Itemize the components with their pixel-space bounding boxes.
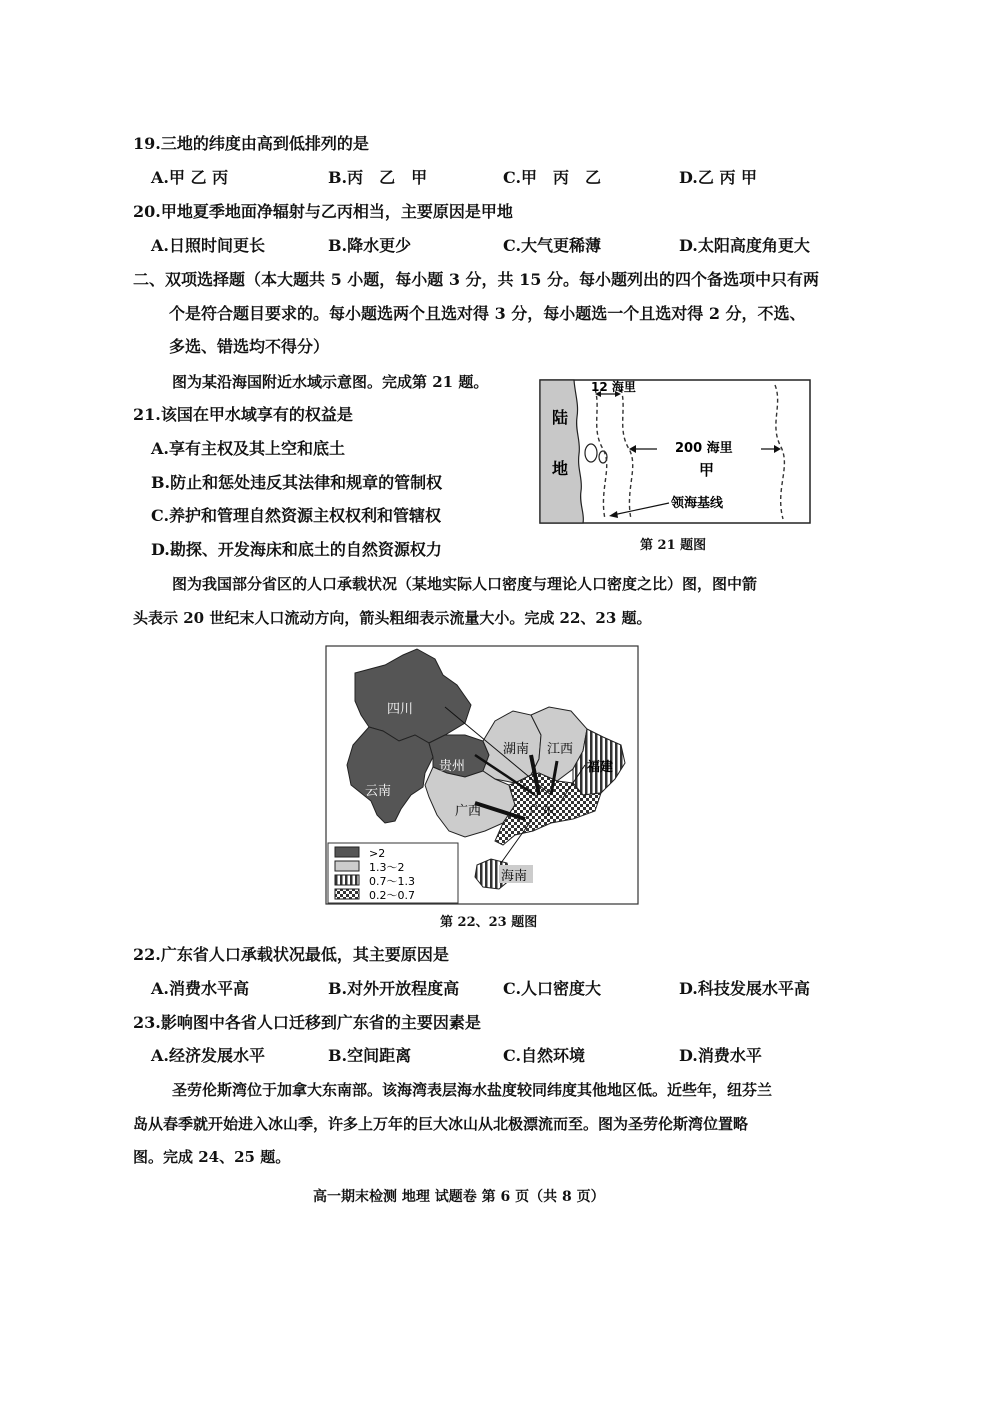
q21-option-c: C.养护和管理自然资源主权权利和管辖权 [151,506,442,525]
q19-stem: 19.三地的纬度由高到低排列的是 [133,134,369,153]
q19-option-a: A.甲 乙 丙 [151,168,229,187]
legend-label-3: 0.7～1.3 [369,875,415,888]
q21-option-a: A.享有主权及其上空和底土 [151,439,345,458]
q22-option-d: D.科技发展水平高 [679,979,810,998]
legend-label-1: >2 [369,847,386,860]
label-sichuan: 四川 [387,702,414,717]
q23-option-a: A.经济发展水平 [151,1046,265,1065]
passage24-line1: 圣劳伦斯湾位于加拿大东南部。该海湾表层海水盐度较同纬度其他地区低。近些年，纽芬兰 [172,1081,773,1099]
section2-heading-line1: 二、双项选择题（本大题共 5 小题，每小题 3 分，共 15 分。每小题列出的四个备选项中只有两 [133,270,819,289]
label-hunan: 湖南 [503,742,530,757]
q23-option-d: D.消费水平 [679,1046,762,1065]
q23-stem: 23.影响图中各省人口迁移到广东省的主要因素是 [133,1013,481,1032]
page-footer: 高一期末检测 地理 试题卷 第 6 页（共 8 页） [313,1189,605,1205]
label-jia: 甲 [699,461,715,479]
land-label-1: 陆 [552,408,569,427]
land-area [540,380,583,523]
q21-option-d: D.勘探、开发海床和底土的自然资源权力 [151,540,442,559]
q22-intro-line2: 头表示 20 世纪末人口流动方向，箭头粗细表示流量大小。完成 22、23 题。 [133,609,652,627]
q19-option-d: D.乙 丙 甲 [679,168,758,187]
q22-option-a: A.消费水平高 [151,979,249,998]
q22-option-c: C.人口密度大 [503,979,602,998]
passage24-line2: 岛从春季就开始进入冰山季，许多上万年的巨大冰山从北极漂流而至。图为圣劳伦斯湾位置略 [133,1115,749,1133]
q21-stem: 21.该国在甲水域享有的权益是 [133,405,353,424]
land-label-2: 地 [552,459,569,478]
figure-22-caption: 第 22、23 题图 [440,915,538,930]
q20-option-b: B.降水更少 [328,236,412,255]
island [599,451,607,463]
label-baseline: 领海基线 [671,496,724,511]
label-guangxi: 广西 [455,804,482,819]
legend-label-2: 1.3～2 [369,861,405,874]
q21-option-b: B.防止和惩处违反其法律和规章的管制权 [151,473,443,492]
section2-heading-line2: 个是符合题目要求的。每小题选两个且选对得 3 分，每小题选一个且选对得 2 分，不选、 [169,304,806,323]
q19-option-c: C.甲 丙 乙 [503,168,602,187]
q22-stem: 22.广东省人口承载状况最低，其主要原因是 [133,945,449,964]
q23-option-b: B.空间距离 [328,1046,412,1065]
q22-option-b: B.对外开放程度高 [328,979,460,998]
legend-label-4: 0.2～0.7 [369,889,415,902]
q22-intro-line1: 图为我国部分省区的人口承载状况（某地实际人口密度与理论人口密度之比）图，图中箭 [172,575,758,593]
island [585,444,597,462]
label-fujian: 福建 [587,760,614,775]
q20-stem: 20.甲地夏季地面净辐射与乙丙相当，主要原因是甲地 [133,202,513,221]
q19-option-b: B.丙 乙 甲 [328,168,428,187]
q20-option-d: D.太阳高度角更大 [679,236,810,255]
label-hainan: 海南 [501,869,528,884]
q23-option-c: C.自然环境 [503,1046,586,1065]
figure-21-caption: 第 21 题图 [640,538,707,553]
label-200nm: 200 海里 [675,441,733,456]
label-guizhou: 贵州 [439,759,466,774]
label-guangdong: 广东 [529,804,556,819]
label-jiangxi: 江西 [547,742,574,757]
label-12nm: 12 海里 [591,380,636,394]
figure-21-map [539,379,811,524]
section2-heading-line3: 多选、错选均不得分） [169,337,330,356]
label-yunnan: 云南 [365,784,392,799]
q20-option-a: A.日照时间更长 [151,236,265,255]
q20-option-c: C.大气更稀薄 [503,236,602,255]
figure-22-map [325,645,639,905]
passage24-line3: 图。完成 24、25 题。 [133,1148,291,1166]
q21-intro: 图为某沿海国附近水域示意图。完成第 21 题。 [172,373,489,391]
